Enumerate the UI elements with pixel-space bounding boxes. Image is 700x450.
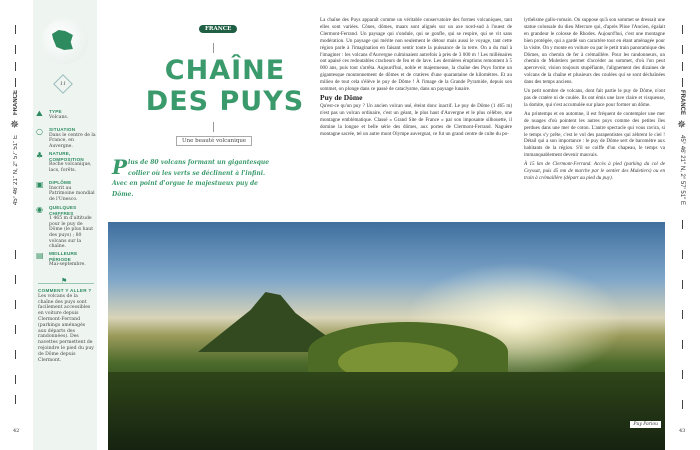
how-to-get-there: COMMENT Y ALLER ? Les volcans de la chaîne des puys sont facilement accessibles en voiture depuis Clermont-Ferrand (parkings aménagés aux départs des randonnées). Des navettes permettent de rejoindre le pied du puy de Dôme depuis Clermont. (38, 288, 94, 363)
country-tag: FRANCE (199, 25, 237, 33)
diploma-icon: ▣ (36, 180, 44, 189)
compass-icon: ✵ (677, 118, 687, 131)
photo-credit: Puy Pariou (630, 421, 661, 428)
info-item-situation: ○ SITUATION Dans le centre de la France, en Auvergne. (36, 127, 96, 149)
site-number-badge: 11 (53, 74, 73, 94)
access-info: À 15 km de Clermont-Ferrand. Accès à pied (parking du col de Ceyssat, puis 45 mn de marche par le sentier des Muletiers) ou en train à crémaillère (départ au pied du puy). (524, 161, 665, 181)
margin-coordinates: 45° 46' 21'' N, 2° 57' 51'' E (679, 135, 685, 206)
body-column-1: La chaîne des Puys apparaît comme un véritable conservatoire des formes volcaniques, tant elles sont variées. Cônes, dômes, maars sont alignés sur un axe nord-sud à l'ouest de Clermont-Ferrand. Un paysage qui s'ondule, qui se gonfle, qui se respire, qui se vit sans modération. Un paysage qui mérite non seulement le détour mais aussi le voyage, tant cette région parle à l'imagination en faisant sentir toute la puissance de la terre. On a du mal à l'imaginer : les volcans d'Auvergne culminaient autrefois à près de 3 000 m ! Les millénaires ont apaisé ces redoutables cracheurs de feu et de lave. Les dernières éruptions remontent à 5 000 ans, puis tout s'arrêta. Aujourd'hui, noble et majestueuse, la chaîne des Puys forme un gigantesque moutonnement de dômes et de cratères d'une quarantaine de kilomètres. Et au milieu de tout cela s'élève le puy de Dôme ! À l'image de la Grande Pyramide, depuis son sommet, on plonge dans ce passé de cataclysme, dans un paysage lunaire. Puy de Dôme Qu'est-ce qu'un puy ? Un ancien volcan usé, éteint donc inactif. Le puy de Dôme (1 465 m) n'est pas un volcan ordinaire, c'est un géant, le plus haut d'Auvergne et le plus célèbre, une montagne emblématique. Classé « Grand Site de France » par son imposante silhouette, il domine la longue et belle série des dômes, aux portes de Clermont-Ferrand. Naguère montagne sacrée, tel un autre mont Olympe auvergnat, ce fut un grand centre de culte du po- (320, 17, 512, 137)
page-number-right: 43 (679, 428, 686, 434)
section-heading: Puy de Dôme (320, 92, 363, 102)
right-margin-strip (666, 0, 700, 450)
location-circle-icon: ○ (36, 127, 43, 136)
info-item-type: ⛰ TYPE Volcans. (36, 109, 69, 120)
info-item-chiffres: ◉ QUELQUES CHIFFRES 1 465 m d'altitude pour le puy de Dôme (le plus haut des puys) ; 80 volcans sur la chaîne. (36, 205, 94, 250)
compass-icon: ✵ (10, 118, 20, 131)
margin-country: FRANCE (13, 90, 19, 115)
eye-icon: ◉ (36, 205, 43, 214)
landscape-photo (108, 222, 665, 450)
left-margin-strip (0, 0, 32, 450)
subtitle: Une beauté volcanique (176, 136, 252, 146)
page-number-left: 42 (13, 428, 20, 434)
margin-country: FRANCE (679, 90, 685, 115)
title-rule (213, 43, 214, 53)
volcano-icon: ⛰ (36, 109, 43, 118)
lead-paragraph: Plus de 80 volcans formant un gigantesque collier où les verts se déclinent à l'infini. Avec en point d'orgue le majestueux puy de Dôme. (112, 155, 270, 198)
info-item-diplome: ▣ DIPLÔME Inscrit au Patrimoine mondial de l'Unesco. (36, 180, 95, 202)
info-item-nature: ♣ NATURE, COMPOSITION Roche volcanique, lacs, forêts. (36, 151, 92, 173)
page-title: CHAÎNE DES PUYS (145, 55, 305, 117)
title-rule (213, 122, 214, 132)
body-column-2: lythéisme gallo-romain. On suppose qu'à son sommet se dressait une statue colossale du dieu Mercure qui, d'après Pline l'Ancien, égalait en grandeur le colosse de Rhodes. Aujourd'hui, c'est une montagne bien protégée, qui a gardé son caractère tout en étant aménagée pour la visite. On y monte en voiture ou par le petit train panoramique des Dômes, un chemin de fer à crémaillère. Pour les randonneurs, un chemin de Muletiers permet d'accéder au sommet, d'où l'on peut apercevoir, vision toujours stupéfiante, l'alignement des dizaines de volcans de la chaîne et plusieurs des coulées qui se sont déchaînées dans des temps anciens. Un petit nombre de volcans, dont fait partie le puy de Dôme, n'ont pas de cratère ni de coulée. Ils ont émis une lave claire et visqueuse, la domite, qui s'est accumulée sur place pour former un dôme. Au printemps et en automne, il est fréquent de contempler une mer de nuages d'où pointent les autres puys comme des petites îles perdues dans une mer de coton. L'autre spectacle qui vous ravira, si le temps s'y prête, c'est le vol des parapentistes qui zèbrent le ciel ! Détail qui a son importance : le puy de Dôme sert de baromètre aux habitants de la région. S'il se coiffe d'un chapeau, le temps va immanquablement devenir mauvais. À 15 km de Clermont-Ferrand. Accès à pied (parking du col de Ceyssat, puis 45 mn de marche par le sentier des Muletiers) ou en train à crémaillère (départ au pied du puy). (524, 17, 665, 184)
margin-coordinates: 45° 46' 21'' N, 2° 57' 51'' E (13, 135, 19, 206)
landscape-icon: ♣ (36, 151, 44, 160)
calendar-icon: ▤ (36, 251, 44, 260)
signpost-icon: ⚑ (61, 277, 68, 285)
info-item-periode: ▤ MEILLEURE PÉRIODE Mai-septembre. (36, 251, 86, 268)
